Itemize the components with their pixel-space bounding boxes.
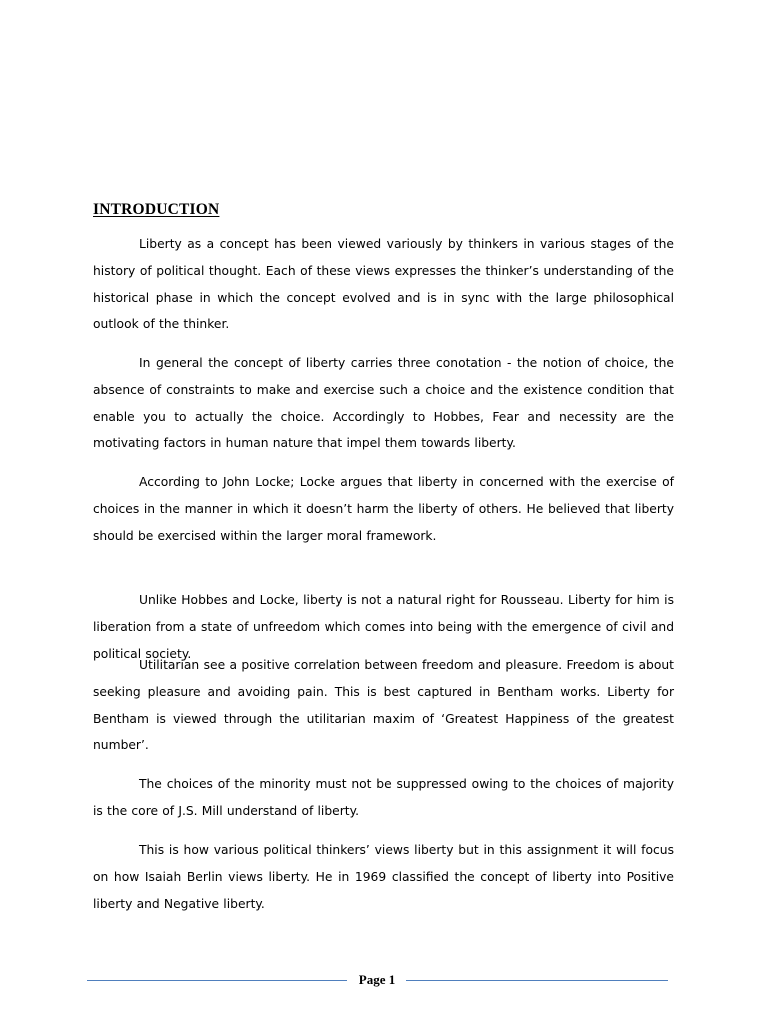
- footer-divider-left: [87, 980, 347, 981]
- paragraph: Utilitarian see a positive correlation between freedom and pleasure. Freedom is about seeking pleasure and avoiding pain. This is best captured in Bentham works. Liberty for Bentham is viewed through the utilitarian maxim of ‘Greatest Happiness of the greatest number’.: [93, 658, 674, 753]
- paragraph: The choices of the minority must not be suppressed owing to the choices of majority is the core of J.S. Mill understand of liberty.: [93, 777, 674, 818]
- paragraph: According to John Locke; Locke argues that liberty in concerned with the exercise of choices in the manner in which it doesn’t harm the liberty of others. He believed that liberty should be exercised within the larger moral framework.: [93, 475, 674, 543]
- paragraph: In general the concept of liberty carries three conotation - the notion of choice, the absence of constraints to make and exercise such a choice and the existence condition that enable you to actually the choice. Accordingly to Hobbes, Fear and necessity are the motivating factors in human nature that impel them towards liberty.: [93, 356, 674, 451]
- paragraph: Liberty as a concept has been viewed variously by thinkers in various stages of the history of political thought. Each of these views expresses the thinker’s understanding of the historical phase in which the concept evolved and is in sync with the large philosophical outlook of the thinker.: [93, 237, 674, 332]
- section-heading: INTRODUCTION: [93, 201, 220, 218]
- paragraph: This is how various political thinkers’ views liberty but in this assignment it will focus on how Isaiah Berlin views liberty. He in 1969 classified the concept of liberty into Positive liberty and Negative liberty.: [93, 843, 674, 911]
- page-number: Page 1: [358, 972, 396, 987]
- paragraph: Unlike Hobbes and Locke, liberty is not a natural right for Rousseau. Liberty for him is liberation from a state of unfreedom which comes into being with the emergence of civil and political society.: [93, 593, 674, 661]
- footer-divider-right: [406, 980, 668, 981]
